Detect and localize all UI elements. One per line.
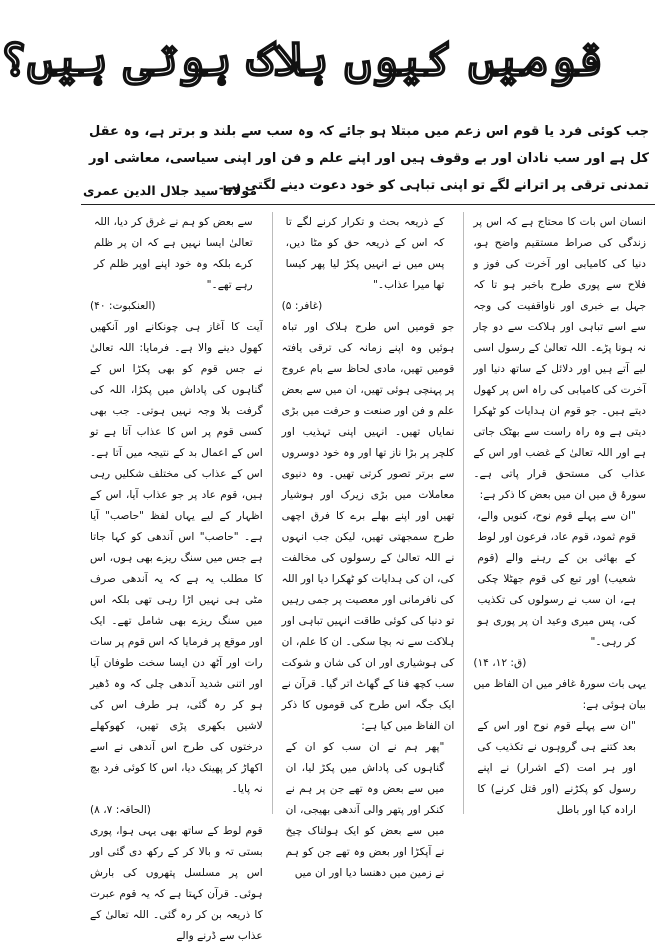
paragraph: جو قومیں اس طرح ہلاک اور تباہ ہوئیں وہ اپنے زمانہ کی ترقی یافتہ قومیں تھیں، مادی لحاظ سے بام عروج پر پہنچی ہوئی تھیں، ان میں سے بعض علم و فن اور صنعت و حرفت میں بڑی نمایاں تھیں۔ انہیں اپنی تہذیب اور کلچر پر بڑا ناز تھا اور وہ خود دوسروں سے برتر تصور کرتی تھیں۔ وہ دنیوی معاملات میں بڑی زیرک اور ہوشیار تھیں اور اپنے بھلے برے کا فرق اچھی طرح سمجھتی تھیں، لیکن جب انہوں نے اللہ تعالیٰ کے رسولوں کی مخالفت کی، ان کی ہدایات کو ٹھکرا دیا اور اللہ کی نافرمانی اور معصیت پر جمی رہیں تو دنیا کی کوئی طاقت انہیں تباہی اور ہلاکت سے نہ بچا سکی۔ ان کا علم، ان کی ہوشیاری اور ان کی شان و شوکت سب کچھ فنا کے گھاٹ اتر گیا۔ قرآن نے ایک جگہ اس طرح کی قوموں کا ذکر ان الفاظ میں کیا ہے: xyxy=(281,321,455,732)
verse-reference: (الحاقہ: ۷، ۸) xyxy=(89,804,151,816)
article-headline: قومیں کیوں ہلاک ہوتی ہیں؟ xyxy=(0,32,603,86)
paragraph: قوم لوط کے ساتھ بھی یہی ہوا، پوری بستی تہ و بالا کر کے رکھ دی گئی اور اس پر مسلسل پتھروں کی بارش ہوئی۔ قرآن کہتا ہے کہ یہ قوم عبرت کا ذریعہ بن کر رہ گئی۔ اللہ تعالیٰ کے عذاب سے ڈرنے والے xyxy=(89,825,263,942)
verse-reference: (العنکبوت: ۴۰) xyxy=(89,300,156,312)
section-divider xyxy=(81,204,655,205)
verse-reference: (غافر: ۵) xyxy=(281,300,323,312)
quran-quote: "پھر ہم نے ان سب کو ان کے گناہوں کی پاداش میں پکڑ لیا، ان میں سے بعض وہ تھے جن پر ہم نے کنکر اور پتھر والی آندھی بھیجی، ان میں سے بعض کو ایک ہولناک چیخ نے آپکڑا اور بعض وہ تھے جن کو ہم نے زمین میں دھنسا دیا اور ان میں xyxy=(285,741,445,879)
column-3 xyxy=(81,212,273,942)
paragraph: انسان اس بات کا محتاج ہے کہ اس پر زندگی کی صراط مستقیم واضح ہو، دنیا کی کامیابی اور آخرت کی فوز و فلاح سے پوری طرح باخبر ہو تا کہ جہل بے خبری اور ناواقفیت کی وجہ سے اسے تباہی اور ہلاکت سے دو چار نہ ہونا پڑے۔ اللہ تعالیٰ کے رسول اسی لیے آتے ہیں اور دلائل کے ساتھ دنیا اور آخرت کی کامیابی کی راہ اس پر کھول دیتے ہیں۔ جو قوم ان ہدایات کو ٹھکرا دیتی ہے وہ راہ راست سے بھٹک جاتی ہے اور اللہ تعالیٰ کے غضب اور اس کے عذاب کی مستحق قرار پاتی ہے۔ سورۂ ق میں ان میں بعض کا ذکر ہے: xyxy=(473,216,646,501)
verse-reference: (ق: ۱۲، ۱۴) xyxy=(473,657,527,669)
article-body xyxy=(81,212,655,942)
paragraph: یہی بات سورۂ غافر میں ان الفاظ میں بیان ہوئی ہے: xyxy=(473,678,646,711)
quran-quote: "ان سے پہلے قوم نوح، کنویں والے، قوم ثمود، قوم عاد، فرعون اور لوط کے بھائی بن کے رہنے والے (قوم شعیب) اور تبع کی قوم جھٹلا چکی ہے، ان سب نے رسولوں کی تکذیب کی، پس میری وعید ان پر پوری ہو کر رہی۔" xyxy=(477,510,636,648)
column-2 xyxy=(273,212,465,879)
quran-quote: کے ذریعہ بحث و تکرار کرنے لگے تا کہ اس کے ذریعہ حق کو مٹا دیں، پس میں نے انہیں پکڑ لیا پھر کیسا تھا میرا عذاب۔" xyxy=(285,216,445,291)
column-1 xyxy=(464,212,655,814)
paragraph: آیت کا آغاز ہی چونکانے اور آنکھیں کھول دینے والا ہے۔ فرمایا: اللہ تعالیٰ نے جس قوم کو بھی پکڑا اس کے گناہوں کی پاداش میں پکڑا، اللہ کی گرفت بلا وجہ نہیں ہوتی۔ جب بھی کسی قوم پر اس کا عذاب آتا ہے تو اس کے اعمال بد کے نتیجہ میں آتا ہے۔ اس کے عذاب کی مختلف شکلیں رہی ہیں، قوم عاد پر جو عذاب آیا، اس کے اظہار کے لیے یہاں لفظ "حاصب" آیا ہے۔ "حاصب" اس آندھی کو کہا جاتا ہے جس میں سنگ ریزے بھی ہوں، اس کا مطلب یہ ہے کہ یہ آندھی صرف مٹی ہی نہیں اڑا رہی تھی بلکہ اس میں سنگ ریزے بھی شامل تھے۔ ایک اور موقع پر فرمایا کہ اس قوم پر سات رات اور آٹھ دن ایسا سخت طوفان آیا اور اتنی شدید آندھی چلی کہ وہ ڈھیر ہو کر رہ گئی، ہر طرف اس کی لاشیں بکھری پڑی تھیں، کھوکھلے درختوں کی طرح اس آندھی نے اسے اکھاڑ کر پھینک دیا، اس کا کوئی فرد بچ نہ پایا۔ xyxy=(89,321,263,795)
author-byline: مولانا سید جلال الدین عمری xyxy=(83,183,257,198)
quran-quote: سے بعض کو ہم نے غرق کر دیا، اللہ تعالیٰ ایسا نہیں ہے کہ ان پر ظلم کرے بلکہ وہ خود اپنے اوپر ظلم کر رہے تھے۔" xyxy=(93,216,253,291)
article-intro: جب کوئی فرد یا قوم اس زعم میں مبتلا ہو جائے کہ وہ سب سے بلند و برتر ہے، وہ عقل کل ہے اور سب نادان اور بے وقوف ہیں اور اپنے علم و فن اور اپنی سیاسی، معاشی اور تمدنی ترقی پر اترانے لگے تو اپنی تباہی کو خود دعوت دینے لگتی ہے۔ xyxy=(89,124,649,193)
quran-quote: "ان سے پہلے قوم نوح اور اس کے بعد کتنے ہی گروہوں نے تکذیب کی اور ہر امت (کے اشرار) نے اپنے رسول کو پکڑنے (اور قتل کرنے) کا ارادہ کیا اور باطل xyxy=(477,720,636,816)
